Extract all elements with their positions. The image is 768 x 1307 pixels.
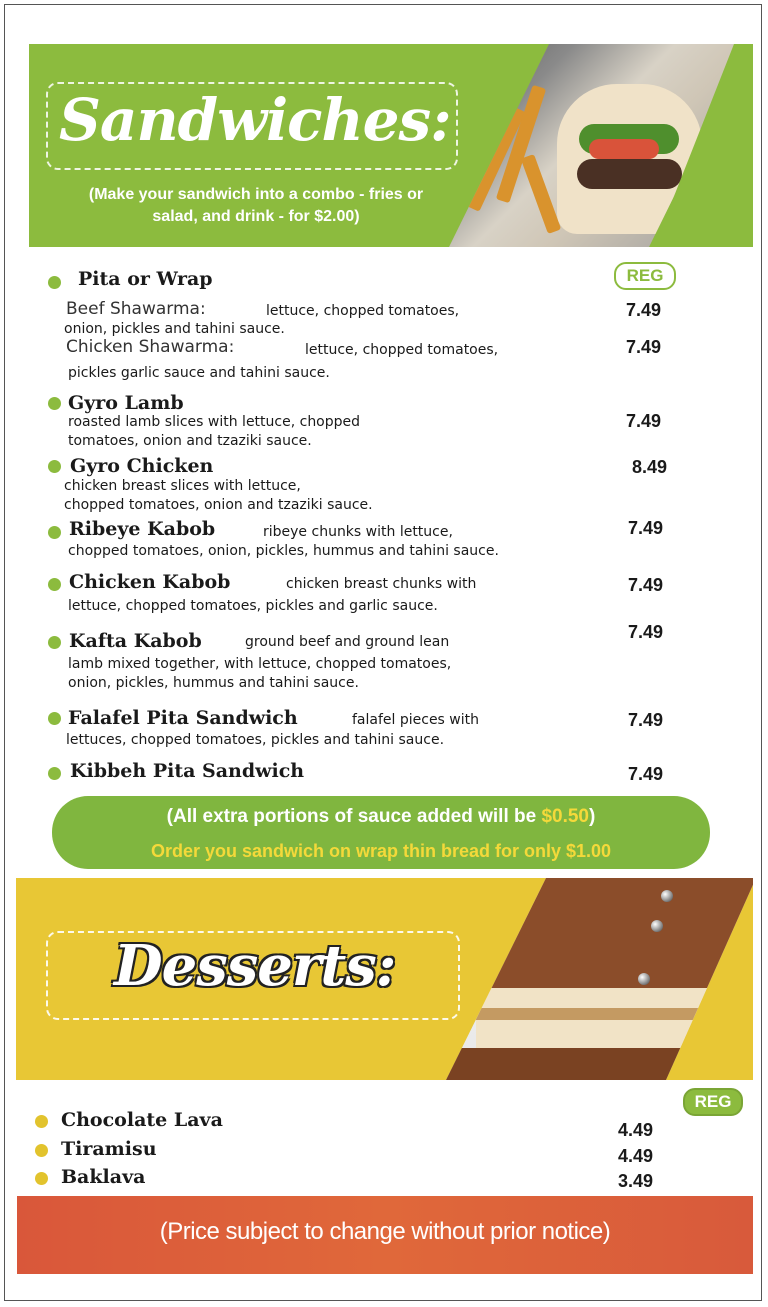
- kibbeh-price: 7.49: [628, 764, 664, 784]
- falafel-price: 7.49: [628, 710, 664, 730]
- price-notice-text: (Price subject to change without prior notice): [159, 1218, 611, 1245]
- item-name-chicken-kabob: Chicken Kabob: [69, 571, 231, 593]
- bullet-dot: [48, 276, 61, 289]
- item-name-pita-or-wrap: Pita or Wrap: [78, 268, 213, 290]
- chicken-shawarma-desc-1: lettuce, chopped tomatoes,: [305, 342, 499, 358]
- silver-ball-decoration: [661, 890, 673, 902]
- bullet-dot: [48, 526, 61, 539]
- desserts-header-banner: [16, 878, 753, 1080]
- ribeye-kabob-price: 7.49: [628, 518, 664, 538]
- tiramisu-photo: [446, 878, 753, 1080]
- combo-note: [51, 184, 461, 228]
- price-notice-banner: [17, 1196, 753, 1274]
- sauce-note-line: [52, 806, 710, 828]
- sauce-note-banner: [52, 796, 710, 869]
- wrap-note: Order you sandwich on wrap thin bread for only $1.00: [150, 841, 612, 861]
- beef-shawarma-label: Beef Shawarma:: [66, 299, 206, 319]
- beef-shawarma-desc-1: lettuce, chopped tomatoes,: [266, 303, 460, 319]
- gyro-chicken-desc-2: chopped tomatoes, onion and tzaziki sauce.: [64, 497, 373, 513]
- bullet-dot: [35, 1144, 48, 1157]
- bullet-dot: [48, 767, 61, 780]
- sauce-price: $0.50: [541, 806, 589, 827]
- gyro-chicken-price: 8.49: [632, 457, 668, 477]
- item-name-ribeye-kabob: Ribeye Kabob: [69, 518, 216, 540]
- desserts-title: Desserts:: [114, 933, 396, 999]
- dessert-name-baklava: Baklava: [61, 1166, 146, 1188]
- baklava-price: 3.49: [618, 1171, 654, 1191]
- sponge-layer-shape: [476, 1008, 726, 1020]
- meat-shape: [577, 159, 682, 189]
- bullet-dot: [48, 460, 61, 473]
- sauce-note-suffix: ): [589, 806, 596, 827]
- item-name-kafta-kabob: Kafta Kabob: [69, 630, 202, 652]
- beef-shawarma-price: 7.49: [626, 300, 662, 320]
- bullet-dot: [35, 1115, 48, 1128]
- kafta-kabob-desc-2: lamb mixed together, with lettuce, chopped tomatoes,: [68, 656, 452, 672]
- tomato-shape: [589, 139, 659, 159]
- silver-ball-decoration: [638, 973, 650, 985]
- beef-shawarma-desc-2: onion, pickles and tahini sauce.: [64, 321, 285, 337]
- ribeye-kabob-desc-inline: ribeye chunks with lettuce,: [263, 524, 453, 540]
- falafel-desc-inline: falafel pieces with: [352, 712, 480, 728]
- falafel-desc-2: lettuces, chopped tomatoes, pickles and tahini sauce.: [66, 732, 445, 748]
- chicken-shawarma-price: 7.49: [626, 337, 662, 357]
- chocolate-lava-price: 4.49: [618, 1120, 654, 1140]
- chicken-kabob-price: 7.49: [628, 575, 664, 595]
- dessert-name-tiramisu: Tiramisu: [61, 1138, 157, 1160]
- silver-ball-decoration: [651, 920, 663, 932]
- gyro-lamb-desc-1: roasted lamb slices with lettuce, chopped: [68, 414, 361, 430]
- dessert-name-chocolate-lava: Chocolate Lava: [61, 1109, 223, 1131]
- tiramisu-price: 4.49: [618, 1146, 654, 1166]
- gyro-lamb-desc-2: tomatoes, onion and tzaziki sauce.: [68, 433, 312, 449]
- chicken-shawarma-desc-2: pickles garlic sauce and tahini sauce.: [68, 365, 330, 381]
- item-name-gyro-chicken: Gyro Chicken: [70, 455, 214, 477]
- gyro-lamb-price: 7.49: [626, 411, 662, 431]
- bullet-dot: [35, 1172, 48, 1185]
- item-name-falafel-pita-sandwich: Falafel Pita Sandwich: [68, 707, 298, 729]
- chicken-kabob-desc-inline: chicken breast chunks with: [286, 576, 477, 592]
- kafta-kabob-desc-3: onion, pickles, hummus and tahini sauce.: [68, 675, 359, 691]
- ribeye-kabob-desc-2: chopped tomatoes, onion, pickles, hummus and tahini sauce.: [68, 543, 499, 559]
- chicken-shawarma-label: Chicken Shawarma:: [66, 337, 235, 357]
- bullet-dot: [48, 636, 61, 649]
- item-name-gyro-lamb: Gyro Lamb: [68, 392, 184, 414]
- bullet-dot: [48, 397, 61, 410]
- item-name-kibbeh-pita-sandwich: Kibbeh Pita Sandwich: [70, 760, 305, 782]
- plate-shape: [446, 1048, 706, 1080]
- cocoa-top-shape: [486, 878, 753, 988]
- kafta-kabob-desc-inline: ground beef and ground lean: [245, 634, 450, 650]
- combo-note-line-2: salad, and drink - for $2.00): [152, 208, 360, 225]
- chicken-kabob-desc-2: lettuce, chopped tomatoes, pickles and garlic sauce.: [68, 598, 438, 614]
- sandwiches-title: Sandwiches:: [59, 86, 451, 154]
- combo-note-line-1: (Make your sandwich into a combo - fries or: [88, 186, 424, 203]
- bullet-dot: [48, 712, 61, 725]
- kafta-kabob-price: 7.49: [628, 622, 664, 642]
- sauce-note-prefix: (All extra portions of sauce added will be: [166, 806, 542, 827]
- reg-badge-desserts: REG: [683, 1088, 743, 1116]
- fry-shape: [521, 154, 562, 234]
- gyro-chicken-desc-1: chicken breast slices with lettuce,: [64, 478, 301, 494]
- sandwiches-header-banner: [29, 44, 753, 247]
- reg-badge-sandwiches: REG: [614, 262, 676, 290]
- bullet-dot: [48, 578, 61, 591]
